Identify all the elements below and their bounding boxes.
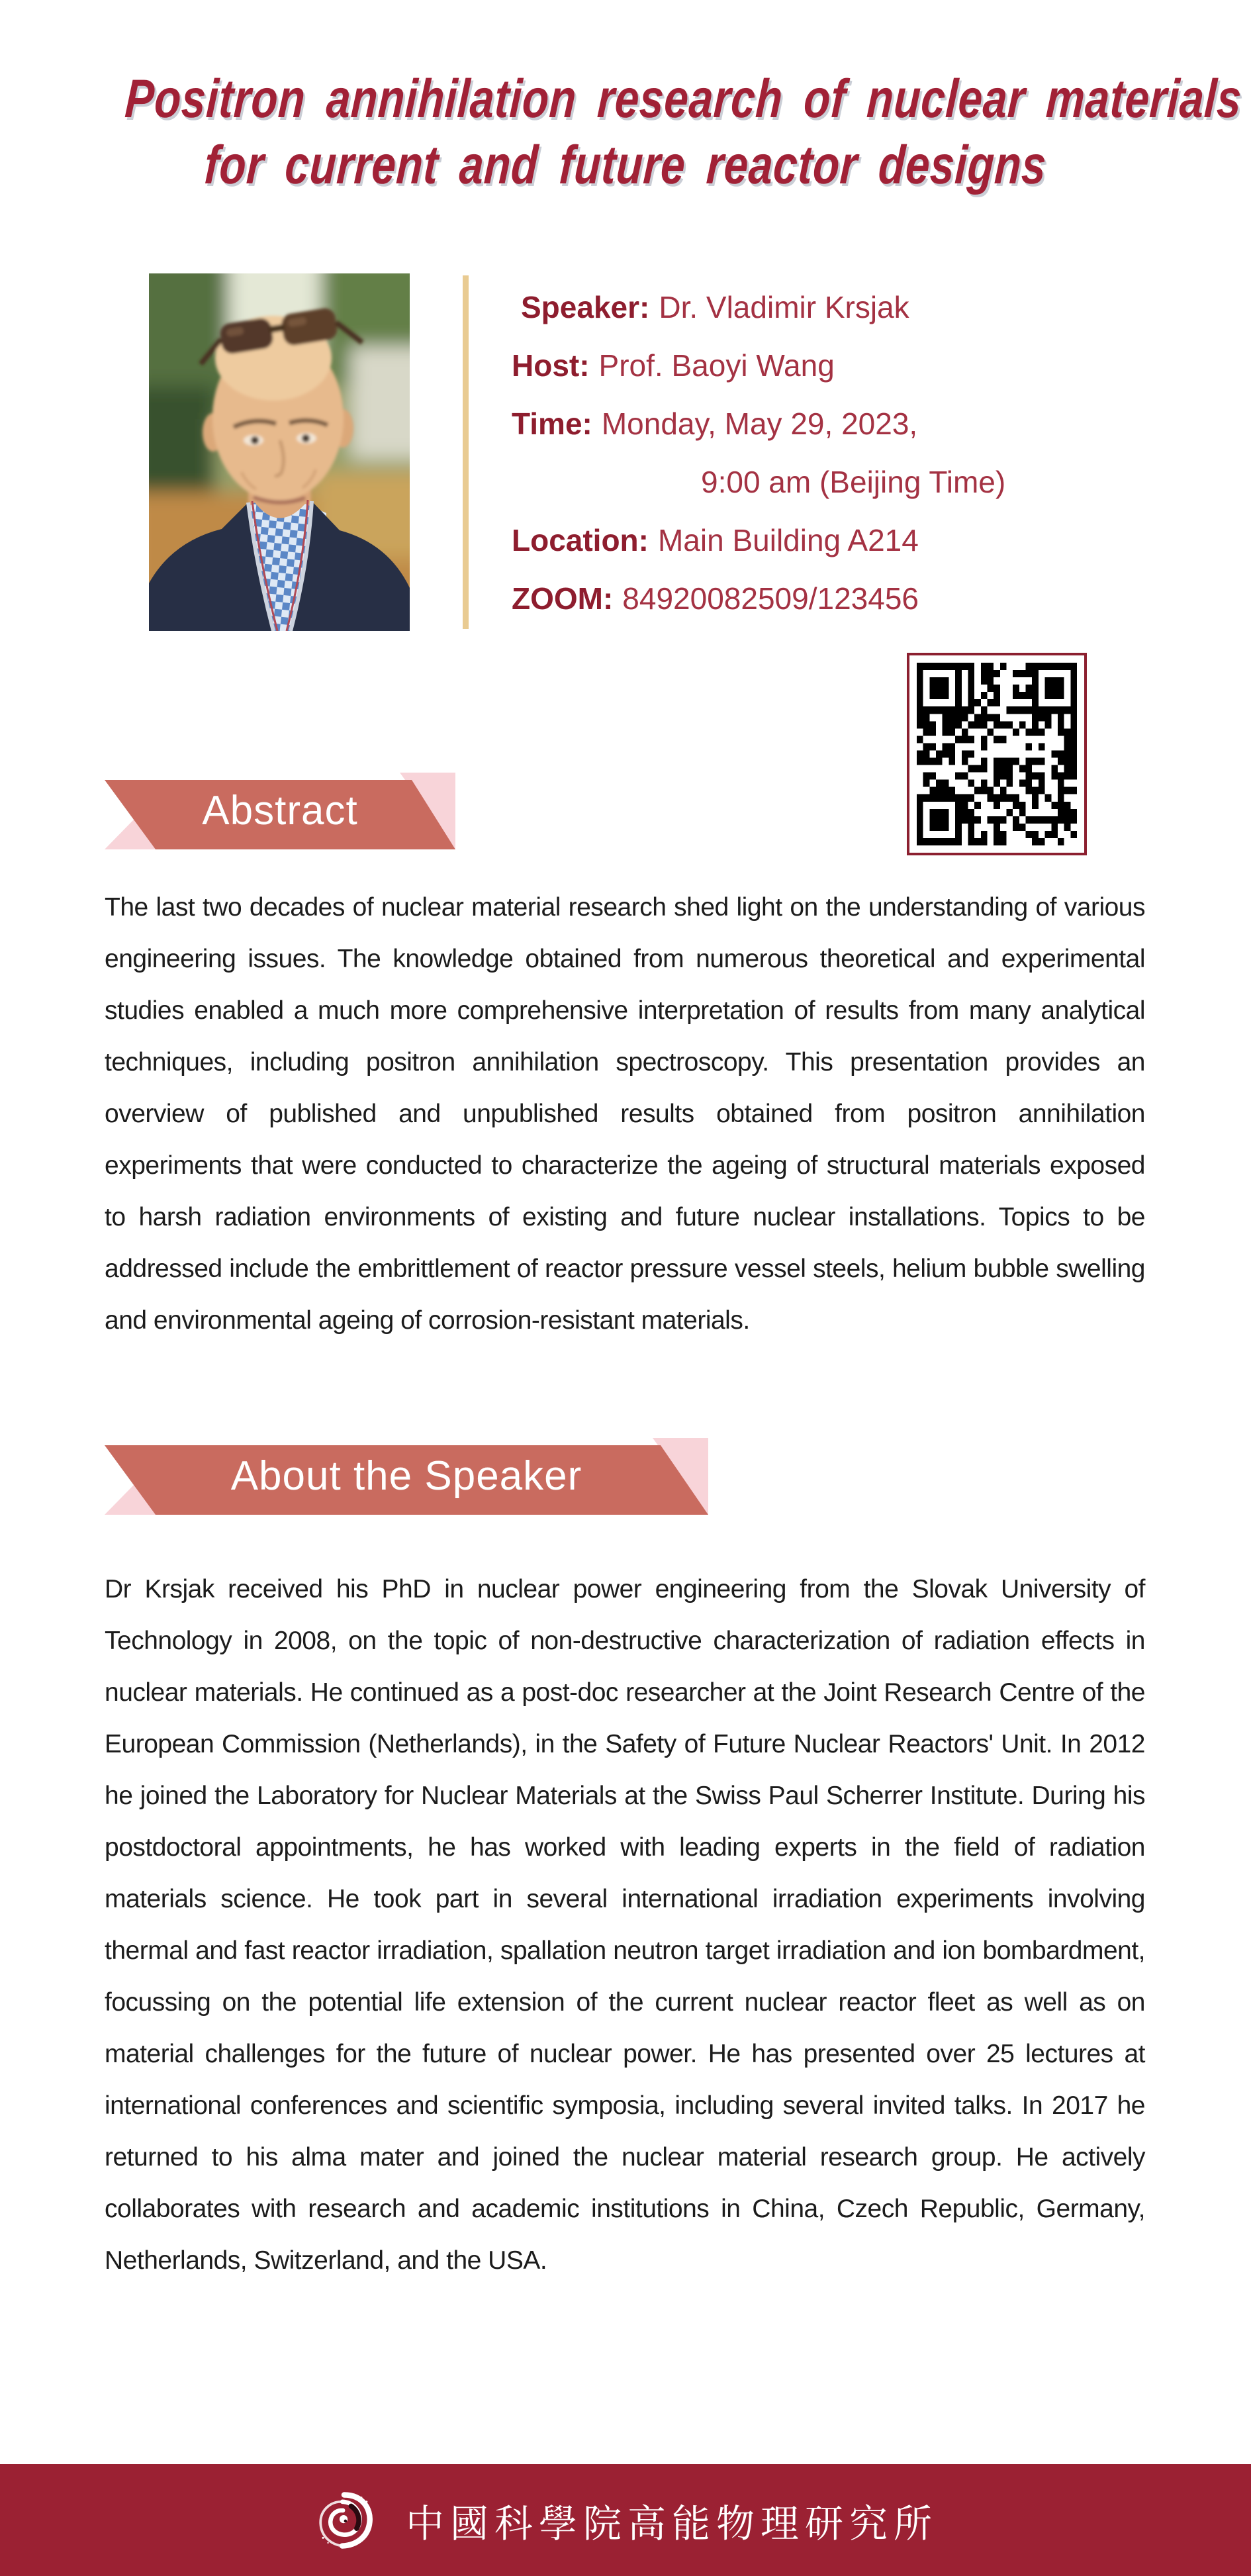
- location-value: Main Building A214: [657, 523, 919, 557]
- qr-code: [907, 653, 1087, 855]
- speaker-info-block: [512, 278, 1081, 628]
- time-value-line-2: 9:00 am (Beijing Time): [701, 465, 1006, 499]
- speaker-photo: [149, 273, 410, 631]
- title-line-1: Positron annihilation research of nuclear materials: [123, 69, 1244, 129]
- speaker-label: Speaker:: [521, 290, 650, 324]
- abstract-section-ribbon: [105, 773, 455, 849]
- time-value-line-1: Monday, May 29, 2023,: [601, 406, 918, 441]
- photo-info-divider: [463, 275, 469, 629]
- abstract-heading: Abstract: [202, 788, 358, 834]
- abstract-text: The last two decades of nuclear material research shed light on the understanding of various engineering issues. The knowledge obtained from numerous theoretical and experimental studies enabled a much more comprehensive interpretation of results from many analytical techniques, including positron annihilation spectroscopy. This presentation provides an overview of published and unpublished results obtained from positron annihilation experiments that were conducted to characterize the ageing of structural materials exposed to harsh radiation environments of existing and future nuclear installations. Topics to be addressed include the embrittlement of reactor pressure vessel steels, helium bubble swelling and environmental ageing of corrosion-resistant materials.: [105, 893, 1145, 1335]
- time-label: Time:: [512, 406, 592, 441]
- ihep-logo-icon: [313, 2489, 375, 2552]
- poster-title: [0, 66, 1251, 199]
- footer-bar: [0, 2464, 1251, 2576]
- info-row-location: [512, 511, 1081, 569]
- speaker-value: Dr. Vladimir Krsjak: [659, 290, 909, 324]
- info-row-speaker: [512, 278, 1081, 336]
- about-heading: About the Speaker: [230, 1453, 582, 1499]
- host-label: Host:: [512, 348, 590, 383]
- zoom-label: ZOOM:: [512, 581, 614, 616]
- location-label: Location:: [512, 523, 649, 557]
- host-value: Prof. Baoyi Wang: [598, 348, 835, 383]
- title-line-2: for current and future reactor designs: [203, 135, 1048, 195]
- zoom-value: 84920082509/123456: [622, 581, 919, 616]
- info-row-time: [512, 395, 1081, 453]
- institute-name: 中國科學院高能物理研究所: [405, 2501, 938, 2546]
- info-row-time-continued: [512, 453, 1081, 511]
- info-row-zoom: [512, 569, 1081, 628]
- about-section-ribbon: [105, 1438, 708, 1515]
- info-row-host: [512, 336, 1081, 395]
- about-speaker-text: Dr Krsjak received his PhD in nuclear power engineering from the Slovak University of Technology in 2008, on the topic of non-destructive characterization of radiation effects in nuclear materials. He continued as a post-doc researcher at the Joint Research Centre of the European Commission (Netherlands), in the Safety of Future Nuclear Reactors' Unit. In 2012 he joined the Laboratory for Nuclear Materials at the Swiss Paul Scherrer Institute. During his postdoctoral appointments, he has worked with leading experts in the field of radiation materials science. He took part in several international irradiation experiments involving thermal and fast reactor irradiation, spallation neutron target irradiation and ion bombardment, focussing on the potential life extension of the current nuclear reactor fleet as well as on material challenges for the future of nuclear power. He has presented over 25 lectures at international conferences and scientific symposia, including several invited talks. In 2017 he returned to his alma mater and joined the nuclear material research group. He actively collaborates with research and academic institutions in China, Czech Republic, Germany, Netherlands, Switzerland, and the USA.: [105, 1575, 1145, 2275]
